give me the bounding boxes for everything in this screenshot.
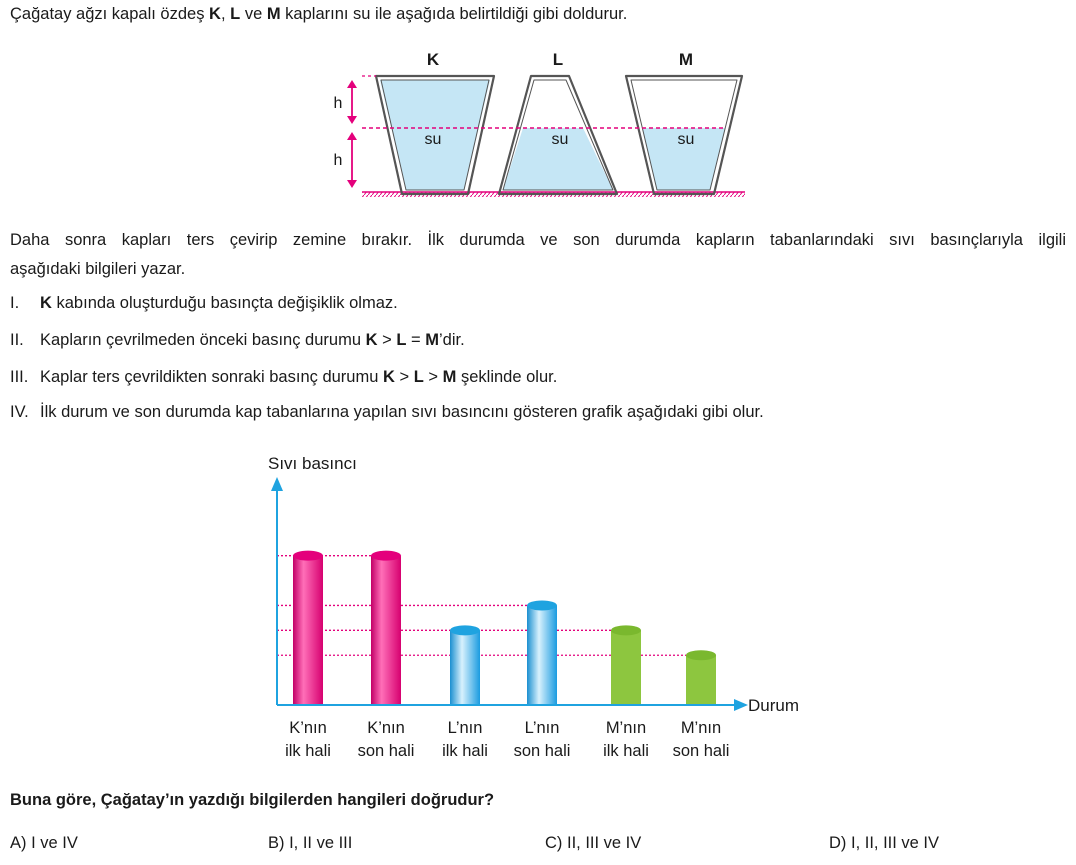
category-label-4-0: M’nın — [605, 719, 647, 737]
bar-2 — [450, 625, 480, 705]
question-text: Buna göre, Çağatay’ın yazdığı bilgilerden hangileri doğrudur? — [10, 791, 495, 809]
bar-body-2 — [450, 630, 480, 705]
category-label-1-0: K’nın — [367, 719, 405, 737]
height-label-top: h — [333, 95, 343, 112]
y-axis-arrow — [271, 477, 283, 491]
intro-text: Çağatay ağzı kapalı özdeş K, L ve M kaplarını su ile aşağıda belirtildiği gibi doldurur. — [10, 5, 628, 23]
x-axis-arrow — [734, 699, 748, 711]
bar-5 — [686, 650, 716, 705]
bar-0 — [293, 551, 323, 705]
bar-cap-2 — [450, 625, 480, 635]
bar-body-1 — [371, 556, 401, 705]
paragraph-line-1: Daha sonra kapları ters çevirip zemine bırakır. İlk durumda ve son durumda kapların tabanlarındaki sıvı basınçlarıyla ilgili — [10, 231, 1066, 249]
chart-xlabel: Durum — [748, 696, 800, 715]
category-label-0-1: ilk hali — [285, 742, 331, 760]
bar-body-3 — [527, 605, 557, 705]
bar-cap-1 — [371, 551, 401, 561]
water-label-l: su — [551, 131, 569, 148]
bar-cap-0 — [293, 551, 323, 561]
container-label-k: K — [426, 50, 440, 69]
category-label-5-0: M’nın — [680, 719, 722, 737]
chart-ylabel: Sıvı basıncı — [268, 454, 357, 473]
category-label-0-0: K’nın — [289, 719, 327, 737]
height-label-bottom: h — [333, 152, 343, 169]
category-label-4-1: ilk hali — [603, 742, 649, 760]
category-label-3-0: L’nın — [524, 719, 560, 737]
bar-body-5 — [686, 655, 716, 705]
bar-cap-5 — [686, 650, 716, 660]
water-label-m: su — [677, 131, 695, 148]
paragraph-line-2: aşağıdaki bilgileri yazar. — [10, 260, 186, 278]
category-label-1-1: son hali — [357, 742, 415, 760]
pressure-chart — [250, 445, 830, 765]
container-label-l: L — [552, 50, 564, 69]
statement-ii: II. Kapların çevrilmeden önceki basınç durumu K > L = M’dir. — [10, 331, 465, 349]
option-d[interactable]: D) I, II, III ve IV — [829, 834, 940, 852]
option-b[interactable]: B) I, II ve III — [268, 834, 353, 852]
bar-cap-3 — [527, 600, 557, 610]
option-c[interactable]: C) II, III ve IV — [545, 834, 642, 852]
category-label-2-1: ilk hali — [442, 742, 488, 760]
option-a[interactable]: A) I ve IV — [10, 834, 78, 852]
bar-4 — [611, 625, 641, 705]
statement-iv: IV. İlk durum ve son durumda kap tabanlarına yapılan sıvı basıncını gösteren grafik aşağıdaki gibi olur. — [10, 403, 764, 421]
water-label-k: su — [424, 131, 442, 148]
category-label-5-1: son hali — [672, 742, 730, 760]
container-label-m: M — [678, 50, 694, 69]
category-label-2-0: L’nın — [447, 719, 483, 737]
bar-1 — [371, 551, 401, 705]
category-label-3-1: son hali — [513, 742, 571, 760]
bar-cap-4 — [611, 625, 641, 635]
statement-i: I. K kabında oluşturduğu basınçta değişiklik olmaz. — [10, 294, 398, 312]
bar-3 — [527, 600, 557, 705]
bar-body-4 — [611, 630, 641, 705]
statement-iii: III. Kaplar ters çevrildikten sonraki basınç durumu K > L > M şeklinde olur. — [10, 368, 558, 386]
containers-figure — [320, 40, 760, 205]
bar-body-0 — [293, 556, 323, 705]
